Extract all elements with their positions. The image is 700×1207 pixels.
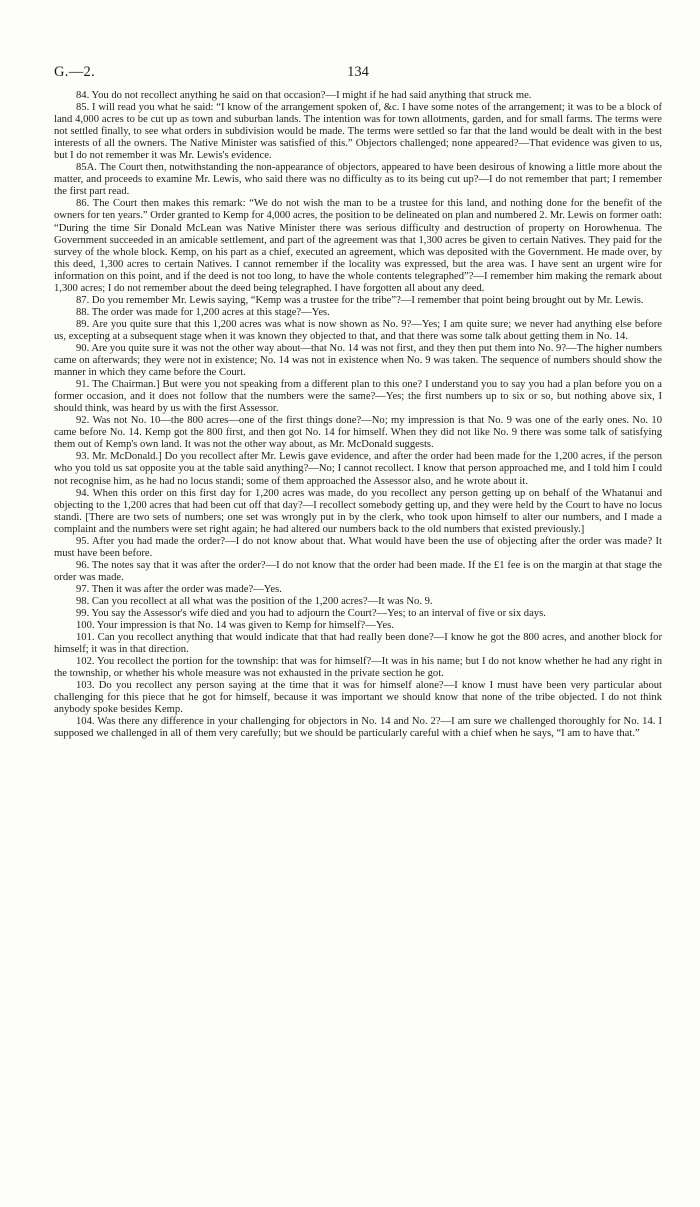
paragraph-97: 97. Then it was after the order was made?—Yes. xyxy=(76,583,282,595)
paragraph-90: 90. Are you quite sure it was not the other way about—that No. 14 was not first, and they then put them into No. 9?—The higher numbers came on afterwards; they were not in existence; No. 14 was not in existence when No. 9 was taken. The sequence of numbers should show the manner in which they came before the Court. xyxy=(54,342,662,379)
paragraph-103: 103. Do you recollect any person saying at the time that it was for himself alone?—I know I must have been very particular about challenging for this piece that he got for himself, because it was important we should know that none of the tribe objected. I do not think anybody spoke besides Kemp. xyxy=(54,680,662,716)
paragraph-104: 104. Was there any difference in your challenging for objectors in No. 14 and No. 2?—I am sure we challenged thoroughly for No. 14. I supposed we challenged in all of them very carefully; but we should be particularly careful with a chief when he says, “I am to have that.” xyxy=(54,716,662,740)
paragraph-87: 87. Do you remember Mr. Lewis saying, “Kemp was a trustee for the tribe”?—I remember that point being brought out by Mr. Lewis. xyxy=(76,294,644,306)
paragraph-95: 95. After you had made the order?—I do not know about that. What would have been the use of objecting after the order was made? It must have been before. xyxy=(54,535,662,559)
paragraph-86: 86. The Court then makes this remark: “We do not wish the man to be a trustee for this land, and nothing done for the benefit of the owners for ten years.” Order granted to Kemp for 4,000 acres, the position to be delineated on plan and numbered 2. Mr. Lewis on former oath: “During the time Sir Donald McLean was Native Minister there was serious difficulty and destruction of property on Horowhenua. The Government succeeded in an amicable settlement, and part of the agreement was that 1,300 acres be given to certain Natives. They paid for the survey of the whole block. Kemp, on his part as a chief, executed an agreement, which was deposited with the Government. He made over, by this deed, 1,300 acres to certain Natives. I cannot remember if the locality was expressed, but the area was. I have sent an urgent wire for information on this point, and if the deed is not too long, to have the whole contents telegraphed”?—I remember him making the remark about 1,300 acres; I do not remember about the deed being telegraphed. I have forgotten all about any deed. xyxy=(54,198,662,294)
page-header xyxy=(54,64,662,90)
paragraph-92: 92. Was not No. 10—the 800 acres—one of the first things done?—No; my impression is that No. 9 was one of the early ones. No. 10 came before No. 14. Kemp got the 800 first, and then got No. 14 for himself. When they did not like No. 9 there was some talk of satisfying them out of Kemp's own land. It was not the other way about, as Mr. McDonald suggests. xyxy=(54,415,662,451)
paragraph-96: 96. The notes say that it was after the order?—I do not know that the order had been made. If the £1 fee is on the margin at that stage the order was made. xyxy=(54,559,662,583)
paragraph-93: 93. Mr. McDonald.] Do you recollect after Mr. Lewis gave evidence, and after the order had been made for the 1,200 acres, if the person who you told us sat opposite you at the table said anything?—No; I cannot recollect. I know that person approached me, and I told him I could not recognise him, as he had no locus standi; some of them approached the Assessor also, and he wrote about it. xyxy=(54,451,662,487)
paragraph-85a: 85A. The Court then, notwithstanding the non-appearance of objectors, appeared to have been desirous of knowing a little more about the matter, and proceeds to examine Mr. Lewis, who said there was no difficulty as to its being cut up?—I do not remember that part; I remember the first part read. xyxy=(54,162,662,198)
paragraph-101: 101. Can you recollect anything that would indicate that that had really been done?—I know he got the 800 acres, and another block for himself; it was in that direction. xyxy=(54,632,662,656)
paragraph-88: 88. The order was made for 1,200 acres at this stage?—Yes. xyxy=(76,306,330,318)
paragraph-100: 100. Your impression is that No. 14 was given to Kemp for himself?—Yes. xyxy=(76,620,394,632)
paragraph-98: 98. Can you recollect at all what was the position of the 1,200 acres?—It was No. 9. xyxy=(76,595,433,607)
paragraph-99: 99. You say the Assessor's wife died and you had to adjourn the Court?—Yes; to an interval of five or six days. xyxy=(76,608,546,620)
paragraph-85: 85. I will read you what he said: “I know of the arrangement spoken of, &c. I have some notes of the arrangement; it was to be a block of land 4,000 acres to be cut up as town and suburban lands. The intention was for town allotments, garden, and for small farms. The terms were not settled finally, to see what orders in subdivision would be made. The terms were settled so far that the land would be dealt with in the best interests of all the owners. The Native Minister was satisfied of this.” Objectors challenged; none appeared?—That evidence was given to us, but I do not remember it was Mr. Lewis's evidence. xyxy=(54,102,662,162)
paragraph-91: 91. The Chairman.] But were you not speaking from a different plan to this one? I understand you to say you had a plan before you on a former occasion, and it does not follow that the numbers were the same?—Yes; the first numbers up to six or so, but nothing above six, I should think, was heard by us with the first Assessor. xyxy=(54,379,662,415)
document-body xyxy=(54,90,662,741)
paragraph-94: 94. When this order on this first day for 1,200 acres was made, do you recollect any person getting up on behalf of the Whatanui and objecting to the 1,200 acres that had been cut off that day?—I recollect somebody getting up, and they were held by the Court to have no locus standi. [There are two sets of numbers; one set was wrongly put in by the clerk, who took upon himself to alter our numbers, and I made a complaint and the numbers were set right again; he had altered our numbers back to the old numbers that existed previously.] xyxy=(54,487,662,535)
paragraph-89: 89. Are you quite sure that this 1,200 acres was what is now shown as No. 9?—Yes; I am quite sure; we never had anything else before us, excepting at a subsequent stage when it was known they objected to that, and that there was some talk about getting them in No. 14. xyxy=(54,318,662,342)
paragraph-84: 84. You do not recollect anything he said on that occasion?—I might if he had said anything that struck me. xyxy=(76,90,532,101)
page-number: 134 xyxy=(347,64,369,80)
document-reference: G.—2. xyxy=(54,64,95,80)
paragraph-102: 102. You recollect the portion for the township: that was for himself?—It was in his name; but I do not know whether he had any right in the township, or whether his whole measure was not exhausted in the private section he got. xyxy=(54,656,662,680)
